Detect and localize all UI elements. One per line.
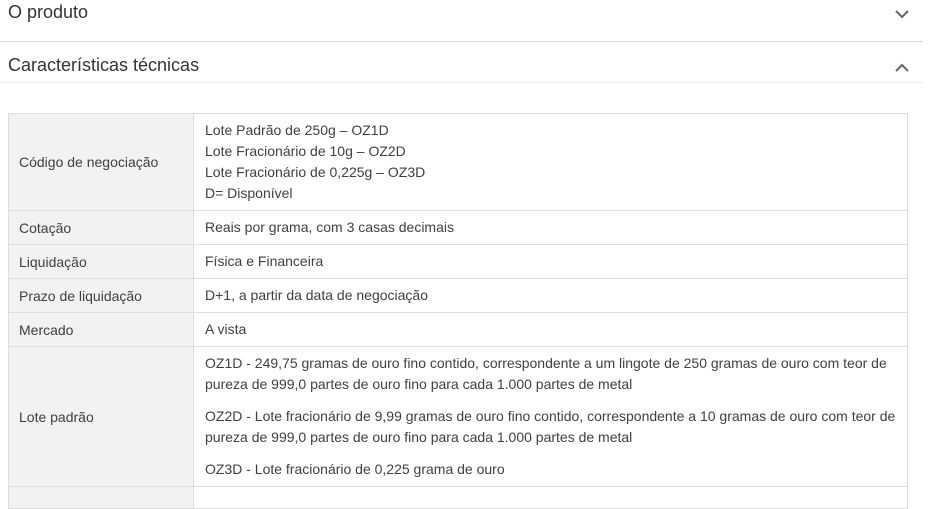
value-line: Lote Fracionário de 10g – OZ2D: [205, 143, 406, 159]
value-paragraph: OZ2D - Lote fracionário de 9,99 gramas de ouro fino contido, correspondente a 10 gramas de ouro com teor de pureza de 999,0 partes de ouro fino para cada 1.000 partes de metal: [205, 408, 896, 445]
specs-table-body: [9, 114, 908, 509]
table-row: [9, 279, 908, 313]
row-value: [194, 245, 908, 279]
row-value: [194, 313, 908, 347]
accordion-title-caracteristicas: Características técnicas: [8, 55, 200, 75]
caracteristicas-panel: [8, 83, 943, 509]
value-paragraph: OZ1D - 249,75 gramas de ouro fino contido, correspondente a um lingote de 250 gramas de ouro com teor de pureza de 999,0 partes de ouro fino para cada 1.000 partes de metal: [205, 355, 887, 392]
value-line: Reais por grama, com 3 casas decimais: [205, 219, 454, 235]
value-line: D= Disponível: [205, 185, 293, 201]
row-value: [194, 114, 908, 211]
value-line: Lote Fracionário de 0,225g – OZ3D: [205, 164, 426, 180]
chevron-down-icon: [894, 6, 910, 22]
row-value: [194, 279, 908, 313]
row-label: Liquidação: [9, 245, 194, 279]
accordion-header-caracteristicas[interactable]: [0, 42, 923, 83]
row-label: Prazo de liquidação: [9, 279, 194, 313]
value-line: Física e Financeira: [205, 253, 324, 269]
value-line: Lote Padrão de 250g – OZ1D: [205, 122, 389, 138]
accordion-header-o-produto[interactable]: [0, 0, 923, 42]
accordion-section-o-produto: [0, 0, 943, 42]
accordion-section-caracteristicas: [0, 42, 943, 509]
row-label: Lote padrão: [9, 347, 194, 487]
row-label: [9, 487, 194, 509]
row-value: [194, 211, 908, 245]
row-label: Código de negociação: [9, 114, 194, 211]
table-row-clipped: [9, 487, 908, 509]
table-row: [9, 313, 908, 347]
table-row: [9, 245, 908, 279]
table-row: [9, 347, 908, 487]
accordion-title-o-produto: O produto: [8, 2, 89, 22]
table-row: [9, 211, 908, 245]
row-label: Cotação: [9, 211, 194, 245]
row-label: Mercado: [9, 313, 194, 347]
row-value: [194, 347, 908, 487]
chevron-up-icon: [894, 60, 910, 76]
row-value: [194, 487, 908, 509]
value-line: D+1, a partir da data de negociação: [205, 287, 428, 303]
specs-table: [8, 113, 908, 509]
value-paragraph: OZ3D - Lote fracionário de 0,225 grama de ouro: [205, 461, 505, 477]
table-row: [9, 114, 908, 211]
value-line: A vista: [205, 321, 247, 337]
